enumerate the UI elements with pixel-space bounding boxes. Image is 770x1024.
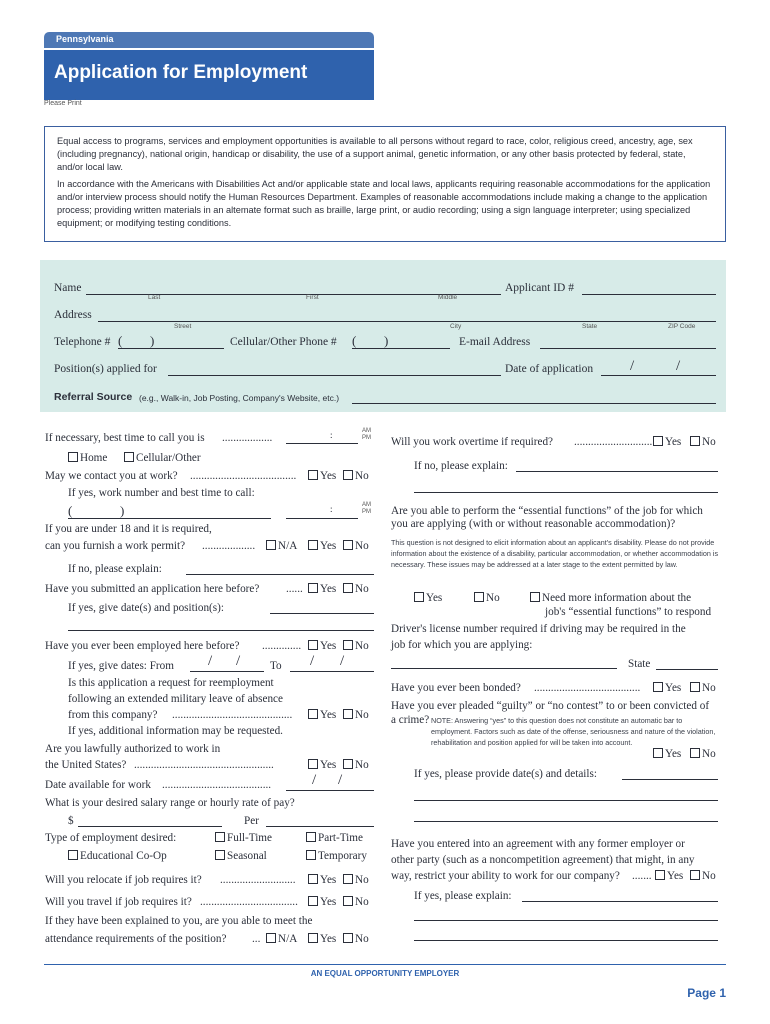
contact-work-yes[interactable]: Yes [308,469,336,484]
best-time-label: If necessary, best time to call you is [45,432,205,444]
work-permit-label: can you furnish a work permit? [45,540,186,552]
essential-no[interactable]: No [474,591,500,606]
relocate-label: Will you relocate if job requires it? [45,874,202,886]
contact-at-work-label: May we contact you at work? [45,470,178,482]
work-number-field[interactable] [68,518,271,519]
best-time-field[interactable] [286,443,358,444]
home-option[interactable]: Home [68,451,107,466]
need-more-info-option[interactable]: Need more information about the [530,591,691,606]
essential-functions-label-2: you are applying (with or without reasonable accommodation)? [391,518,676,530]
form-title: Application for Employment [44,50,374,100]
need-more-info-label-2: job's “essential functions” to respond [545,606,712,618]
employed-to-field[interactable] [290,671,374,672]
applicant-id-label: Applicant ID # [505,282,574,294]
reemploy-no[interactable]: No [343,708,369,723]
submitted-dates-field-2[interactable] [68,630,374,631]
referral-source-field[interactable] [352,403,716,404]
submitted-no[interactable]: No [343,582,369,597]
position-label: Position(s) applied for [54,363,157,375]
application-date-label: Date of application [505,363,594,375]
work-permit-na[interactable]: N/A [266,539,297,554]
cell-phone-label: Cellular/Other Phone # [230,336,337,348]
dollar-sign: $ [68,815,74,827]
reemploy-label-2: following an extended military leave of absence [68,693,283,705]
full-time-option[interactable]: Full-Time [215,831,272,846]
telephone-label: Telephone # [54,336,111,348]
authorized-label-1: Are you lawfully authorized to work in [45,743,221,755]
overtime-yes[interactable]: Yes [653,435,681,450]
work-permit-no[interactable]: No [343,539,369,554]
agreement-no[interactable]: No [690,869,716,884]
agreement-explain-label: If yes, please explain: [414,890,512,902]
overtime-explain-field-2[interactable] [414,492,718,493]
name-label: Name [54,282,82,294]
crime-label-1: Have you ever pleaded “guilty” or “no contest” to or been convicted of [391,700,710,712]
address-field[interactable] [98,321,716,322]
attendance-na[interactable]: N/A [266,932,297,947]
zip-caption: ZIP Code [668,323,696,330]
best-time-ampm[interactable]: AM PM [362,428,371,441]
reemploy-yes[interactable]: Yes [308,708,336,723]
application-date-field[interactable] [601,375,716,376]
travel-label: Will you travel if job requires it? [45,896,192,908]
co-op-option[interactable]: Educational Co-Op [68,849,167,864]
license-label-1: Driver's license number required if driving may be required in the [391,623,686,635]
employed-no[interactable]: No [343,639,369,654]
employed-to-label: To [270,660,282,672]
work-number-label: If yes, work number and best time to call: [68,487,255,499]
address-label: Address [54,309,92,321]
street-caption: Street [174,323,192,330]
crime-note: NOTE: Answering “yes” to this question does not constitute an automatic bar to employment. Factors such as date of the offense, seriousness and nature of the violation, rehabilitation and position applied for will be taken into account. [431,716,716,747]
submitted-dates-label: If yes, give date(s) and position(s): [68,602,224,614]
relocate-no[interactable]: No [343,873,369,888]
position-field[interactable] [168,375,501,376]
referral-source-label: Referral Source [54,391,133,403]
bonded-yes[interactable]: Yes [653,681,681,696]
disability-note: This question is not designed to elicit information about an applicant's disability. Please do not provide information about the existence of a disability, particular accommodation, or whether accommodation is necessary. These issues may be addressed at a later stage to the extent permitted by law. [391,538,719,569]
applicant-info-section [40,260,726,412]
agreement-explain-field[interactable] [522,901,718,902]
bonded-label: Have you ever been bonded? [391,682,521,694]
email-label: E-mail Address [459,336,531,348]
essential-yes[interactable]: Yes [414,591,442,606]
telephone-field[interactable] [118,348,224,349]
additional-info-note: If yes, additional information may be requested. [68,725,283,737]
work-best-time-field[interactable] [286,518,358,519]
travel-no[interactable]: No [343,895,369,910]
salary-field[interactable] [78,826,222,827]
attendance-yes[interactable]: Yes [308,932,336,947]
bonded-no[interactable]: No [690,681,716,696]
work-permit-explain-label: If no, please explain: [68,563,162,575]
cell-phone-field[interactable] [352,348,450,349]
overtime-explain-label: If no, please explain: [414,460,508,472]
first-name-caption: First [306,294,319,301]
travel-yes[interactable]: Yes [308,895,336,910]
footer-rule [44,964,726,965]
last-name-caption: Last [148,294,161,301]
essential-functions-label-1: Are you able to perform the “essential functions” of the job for which [391,505,703,517]
date-available-field[interactable] [286,790,374,791]
employed-from-label: If yes, give dates: From [68,660,174,672]
page-number: Page 1 [687,986,726,1000]
authorized-label-2: the United States? [45,759,127,771]
overtime-no[interactable]: No [690,435,716,450]
submitted-yes[interactable]: Yes [308,582,336,597]
per-label: Per [244,815,259,827]
crime-details-label: If yes, please provide date(s) and details: [414,768,597,780]
employed-from-field[interactable] [190,671,264,672]
agreement-explain-field-3[interactable] [414,940,718,941]
employed-before-label: Have you ever been employed here before? [45,640,240,652]
eeo-paragraph: Equal access to programs, services and employment opportunities is available to all persons without regard to race, color, religious creed, ancestry, age, sex (including pregnancy), national origin, handicap or disability, the use of a support animal, genetic information, or any other basis protected by federal, state, and/or local law. [57,136,693,173]
license-state-field[interactable] [656,669,718,670]
authorized-no[interactable]: No [343,758,369,773]
crime-details-field[interactable] [622,779,718,780]
salary-per-field[interactable] [266,826,374,827]
crime-details-field-3[interactable] [414,821,718,822]
crime-no[interactable]: No [690,747,716,762]
seasonal-option[interactable]: Seasonal [215,849,267,864]
submitted-dates-field[interactable] [270,613,374,614]
license-state-label: State [628,658,651,670]
work-time-ampm[interactable]: AM PM [362,502,371,515]
license-number-field[interactable] [391,668,617,669]
reemploy-label-1: Is this application a request for reemployment [68,677,274,689]
salary-label: What is your desired salary range or hourly rate of pay? [45,797,295,809]
submitted-before-label: Have you submitted an application here before? [45,583,260,595]
cellular-checkbox[interactable] [124,452,134,462]
employed-yes[interactable]: Yes [308,639,336,654]
equal-opportunity-footer: AN EQUAL OPPORTUNITY EMPLOYER [310,969,460,978]
part-time-option[interactable]: Part-Time [306,831,363,846]
state-tab: Pennsylvania [44,32,374,48]
work-permit-yes[interactable]: Yes [308,539,336,554]
license-label-2: job for which you are applying: [391,639,533,651]
crime-yes[interactable]: Yes [653,747,681,762]
date-available-label: Date available for work [45,779,151,791]
state-caption: State [582,323,598,330]
attendance-label-2: attendance requirements of the position? [45,933,227,945]
applicant-id-field[interactable] [582,294,716,295]
email-field[interactable] [540,348,716,349]
agreement-yes[interactable]: Yes [655,869,683,884]
reemploy-label-3: from this company? [68,709,158,721]
ada-paragraph: In accordance with the Americans with Disabilities Act and/or applicable state and local laws, applicants requiring reasonable accommodations for the application and/or interview process should notify the Human Resources Department. Examples of reasonable accommodations include making a change to the application process; providing written materials in an altemate format such as braille, large print, or audio recording; using a sign language interpreter; using specialized equipment; or modifying testing conditions. [57,178,711,229]
city-caption: City [450,323,462,330]
eeo-statement-box [44,126,726,242]
home-checkbox[interactable] [68,452,78,462]
contact-work-no[interactable]: No [343,469,369,484]
overtime-explain-field[interactable] [516,471,718,472]
under18-label: If you are under 18 and it is required, [45,523,212,535]
overtime-label: Will you work overtime if required? [391,436,554,448]
attendance-no[interactable]: No [343,932,369,947]
agreement-label-3: way, restrict your ability to work for our company? [391,870,620,882]
agreement-label-1: Have you entered into an agreement with any former employer or [391,838,685,850]
authorized-yes[interactable]: Yes [308,758,336,773]
agreement-label-2: other party (such as a noncompetition agreement) that might, in any [391,854,695,866]
cellular-option[interactable]: Cellular/Other [124,451,201,466]
please-print-note: Please Print [44,100,82,107]
attendance-label-1: If they have been explained to you, are you able to meet the [45,915,313,927]
work-permit-explain-field[interactable] [186,574,374,575]
relocate-yes[interactable]: Yes [308,873,336,888]
middle-name-caption: Middle [438,294,458,301]
referral-source-hint: (e.g., Walk-in, Job Posting, Company's Website, etc.) [139,393,340,403]
temporary-option[interactable]: Temporary [306,849,367,864]
crime-details-field-2[interactable] [414,800,718,801]
employment-type-label: Type of employment desired: [45,832,177,844]
agreement-explain-field-2[interactable] [414,920,718,921]
crime-label-2: a crime? [391,714,430,726]
